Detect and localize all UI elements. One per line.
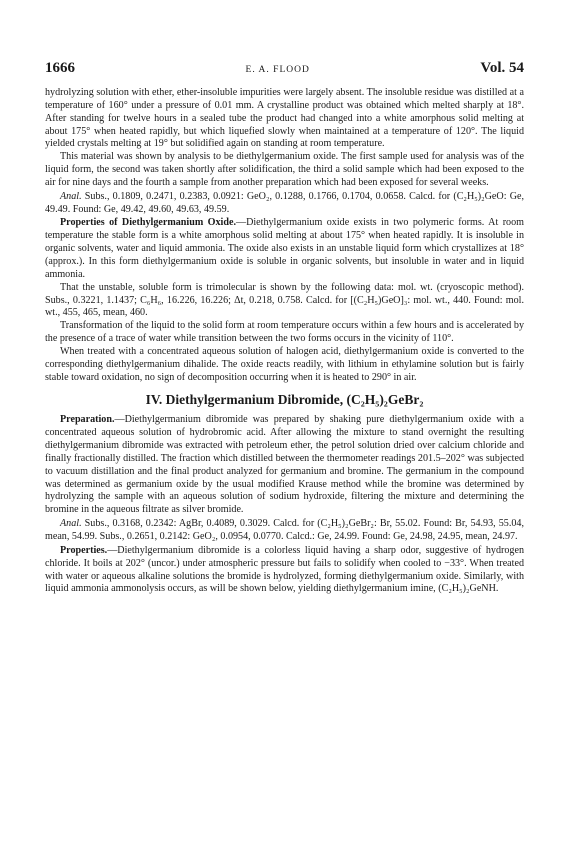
- oxide-properties-heading: Properties of Diethylgermanium Oxide.: [60, 217, 236, 229]
- page-header: [45, 60, 524, 77]
- paragraph-analysis-intro: This material was shown by analysis to be diethylgermanium oxide. The first sample used for analysis was of the liquid form, the second was taken shortly after solidification, the third a solid sample which had been exposed to the air for nine days and the fourth a sample from another preparation which had been exposed for several weeks.: [45, 151, 524, 188]
- section-heading: IV. Diethylgermanium Dibromide, (C₂H₅)₂GeBr₂: [145, 392, 424, 408]
- paragraph-halogen-acid: When treated with a concentrated aqueous solution of halogen acid, diethylgermanium oxide is converted to the corresponding diethylgermanium dihalide. The oxide reacts readily, with lithium in ethylamine solution but is fairly stable toward oxidation, no sign of decomposition occurring when it is heated to 290° in air.: [45, 345, 524, 383]
- oxide-properties-text: —Diethylgermanium oxide exists in two polymeric forms. At room temperature the stable form is a white amorphous solid melting at about 175° when heated rapidly. It is insoluble in organic solvents, water and liquid ammonia. The oxide also exists in an unstable liquid form which crystallizes at 18° (approx.). In this form diethylgermanium oxide is soluble in organic solvents, but insoluble in water and in liquid ammonia.: [45, 217, 524, 280]
- paragraph-molecular-weight: That the unstable, soluble form is trimolecular is shown by the following data: mol. wt. (cryoscopic method). Subs., 0.3221, 1.1437; C₆H₆, 16.226, 16.226; Δt, 0.218, 0.758. Calcd. for [(C₂H₅)GeO]₃: mol. wt., 440. Found: mol. wt., 455, 465, mean, 460.: [45, 281, 524, 319]
- paragraph-oxide-analysis: [45, 191, 524, 217]
- paragraph-dibromide-properties: [45, 545, 524, 596]
- dibromide-properties-heading: Properties.: [60, 544, 108, 556]
- dibromide-analysis-data: Subs., 0.3168, 0.2342: AgBr, 0.4089, 0.3029. Calcd. for (C₂H₅)₂GeBr₂: Br, 55.02. Found: Br, 54.93, 55.04, mean, 54.99. Subs., 0.2651, 0.2142: GeO₂, 0.0954, 0.0770. Calcd.: Ge, 24.99. Found: Ge, 24.98, 24.95, mean, 24.97.: [45, 518, 524, 542]
- dibromide-properties-text: —Diethylgermanium dibromide is a colorless liquid having a sharp odor, suggestive of hydrogen chloride. It boils at 202° (uncor.) under atmospheric pressure but fails to solidify when cooled to −33°. When treated with water or aqueous alkaline solutions the bromide is hydrolyzed, forming diethylgermanium oxide. Similarly, with liquid ammonia ammonolysis occurs, as will be shown below, yielding diethylgermanium imine, (C₂H₅)₂GeNH.: [45, 544, 524, 595]
- running-head: E. A. FLOOD: [245, 65, 310, 75]
- oxide-analysis-data: Subs., 0.1809, 0.2471, 0.2383, 0.0921: GeO₂, 0.1288, 0.1766, 0.1704, 0.0658. Calcd. for (C₂H₅)₂GeO: Ge, 49.49. Found: Ge, 49.42, 49.60, 49.63, 49.59.: [45, 190, 524, 215]
- paragraph-preparation: [45, 414, 524, 517]
- article-body: [45, 87, 524, 596]
- anal-label: Anal.: [60, 190, 82, 202]
- anal-label: Anal.: [60, 518, 82, 530]
- paragraph-transformation: Transformation of the liquid to the solid form at room temperature occurs within a few hours and is accelerated by the presence of a trace of water while transition between the two forms occurs in the vicinity of 110°.: [45, 320, 524, 345]
- paragraph-oxide-properties: [45, 217, 524, 281]
- paragraph-hydrolysis: hydrolyzing solution with ether, ether-insoluble impurities were largely absent. The insoluble residue was distilled at a temperature of 160° under a pressure of 0.01 mm. A crystalline product was obtained which melted sharply at 18°. After standing for twelve hours in a sealed tube the product had changed into a white amorphous solid melting at about 175° when heated rapidly, but which liquefied slowly when maintained at a temperature of 120°. The liquid yielded crystals melting at 19° but solidified again on standing at room temperature.: [45, 87, 524, 150]
- preparation-heading: Preparation.: [60, 414, 115, 426]
- paragraph-dibromide-analysis: [45, 518, 524, 544]
- volume-label: Vol. 54: [480, 60, 524, 76]
- page-number: 1666: [45, 60, 75, 76]
- preparation-text: —Diethylgermanium dibromide was prepared by shaking pure diethylgermanium oxide with a concentrated aqueous solution of hydrobromic acid. After allowing the mixture to stand overnight the resulting diethylgermanium dibromide was extracted with petroleum ether, the petrol solution dried over calcium chloride and finally fractionally distilled. The fraction which distilled between the thermometer readings 201.5–202° was subjected to vacuum distillation and the final product analyzed for germanium and bromine. The germanium in the compound was determined as germanium oxide by the usual modified Krause method while the bromine was determined by hydrolyzing the sample with an aqueous solution of sodium hydroxide, filtering the mixture and determining the bromine in the aqueous filtrate as silver bromide.: [45, 414, 524, 516]
